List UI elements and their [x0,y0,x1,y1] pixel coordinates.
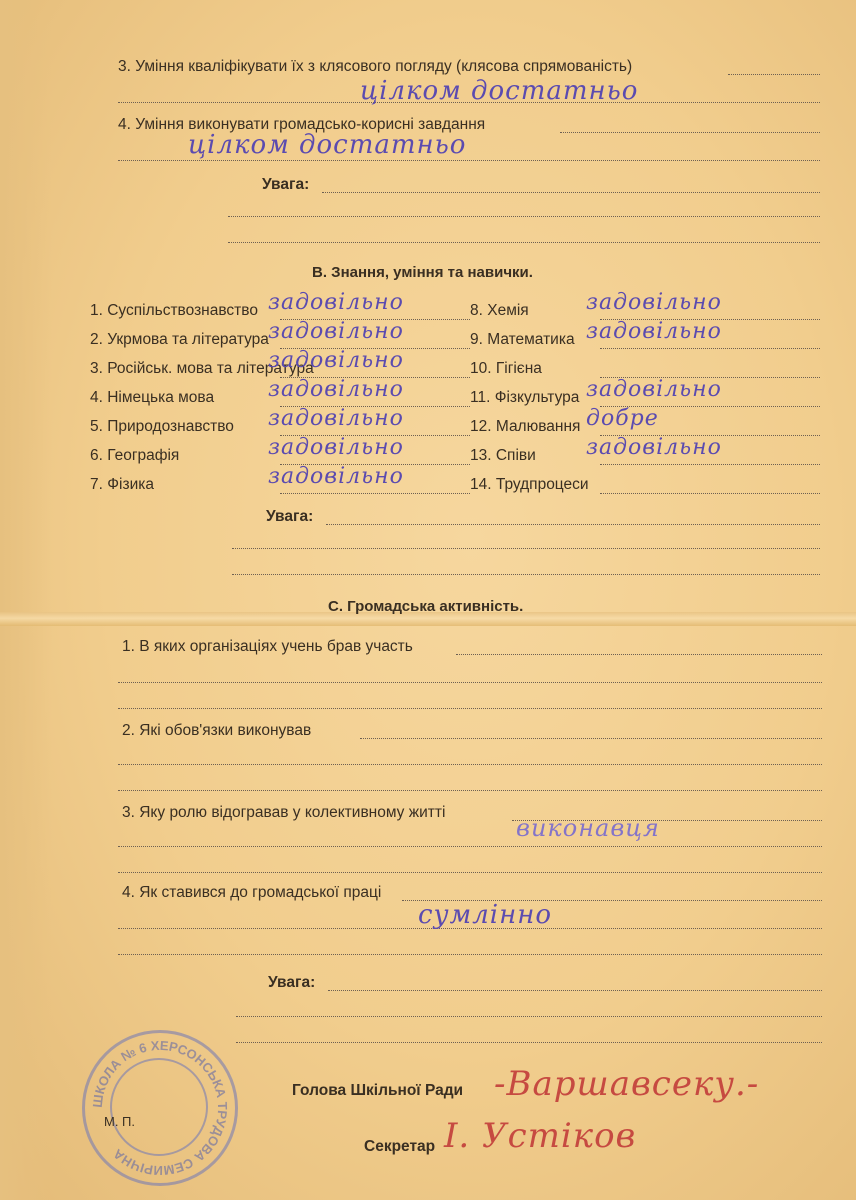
answer-line [600,464,820,465]
subject-grade: задовільно [586,319,722,344]
answer-line [118,954,822,955]
svg-text:ШКОЛА № 6 ХЕРСОНСЬКА ТРУДОВА С [90,1038,230,1178]
secretary-label: Секретар [364,1138,436,1155]
subject-grade: задовільно [586,377,722,402]
section-b-title: В. Знання, уміння та навички. [312,264,533,281]
subject-label: 11. Фізкультура [470,389,580,406]
subject-label: 8. Хемія [470,302,529,319]
subject-label: 13. Співи [470,447,536,464]
secretary-signature: І. Устіков [444,1116,637,1156]
answer-line [118,872,822,873]
answer-line [118,790,822,791]
stamp-text-path: ШКОЛА № 6 ХЕРСОНСЬКА ТРУДОВА СЕМИРІЧНА [89,1037,231,1179]
answer-line [360,738,822,739]
subject-label: 14. Трудпроцеси [470,476,589,493]
subject-label: 5. Природознавство [90,418,234,435]
question-3: 3. Яку ролю відогравав у колективному житті [122,804,446,821]
item4-answer: цілком достатньо [188,130,467,160]
subject-label: 4. Німецька мова [90,389,215,406]
subject-grade: задовільно [268,406,404,431]
subject-label: 3. Російськ. мова та література [90,360,314,377]
item4-label: 4. Уміння виконувати громадсько-корисні завдання [118,116,486,133]
note-line [228,242,820,243]
subject-grade: задовільно [268,377,404,402]
subject-grade: задовільно [268,290,404,315]
question-4-answer: сумлінно [418,900,552,930]
subject-grade: задовільно [268,348,404,373]
note-line [236,1016,822,1017]
note-line [322,192,820,193]
answer-line [560,132,820,133]
subject-label: 1. Суспільствознавство [90,302,258,319]
answer-line [728,74,820,75]
answer-line [600,348,820,349]
note-label-b: Увага: [266,508,314,525]
note-line [232,548,820,549]
note-line [228,216,820,217]
head-signature: -Варшавсеку.- [494,1064,760,1104]
subject-grade: задовільно [268,435,404,460]
stamp-ring-text [85,1033,235,1183]
question-1: 1. В яких організаціях учень брав участь [122,638,413,655]
answer-line [280,493,470,494]
section-c-title: С. Громадська активність. [328,598,524,615]
answer-line [118,682,822,683]
answer-line [456,654,822,655]
subject-grade: задовільно [586,290,722,315]
answer-line [118,708,822,709]
subject-grade: задовільно [268,319,404,344]
subject-grade: добре [586,406,659,431]
item3-label: 3. Уміння кваліфікувати їх з клясового погляду (клясова спрямованість) [118,58,633,75]
question-4: 4. Як ставився до громадської праці [122,884,382,901]
answer-line [118,764,822,765]
question-2: 2. Які обов'язки виконував [122,722,312,739]
note-line [232,574,820,575]
subject-label: 2. Укрмова та література [90,331,269,348]
paper-edge [0,0,52,1200]
subject-label: 9. Математика [470,331,575,348]
question-3-answer: виконавця [516,814,660,842]
answer-line [118,846,822,847]
subject-label: 6. Географія [90,447,180,464]
school-stamp [82,1030,238,1186]
note-label-c: Увага: [268,974,316,991]
mp-label: М. П. [104,1114,136,1129]
subject-label: 7. Фізика [90,476,154,493]
subject-grade: задовільно [268,464,404,489]
note-line [236,1042,822,1043]
note-label-a: Увага: [262,176,310,193]
subject-label: 10. Гігієна [470,360,542,377]
answer-line [600,493,820,494]
note-line [326,524,820,525]
note-line [328,990,822,991]
subject-label: 12. Малювання [470,418,581,435]
item3-answer: цілком достатньо [360,76,639,106]
answer-line [118,160,820,161]
subject-grade: задовільно [586,435,722,460]
head-label: Голова Шкільної Ради [292,1082,464,1099]
